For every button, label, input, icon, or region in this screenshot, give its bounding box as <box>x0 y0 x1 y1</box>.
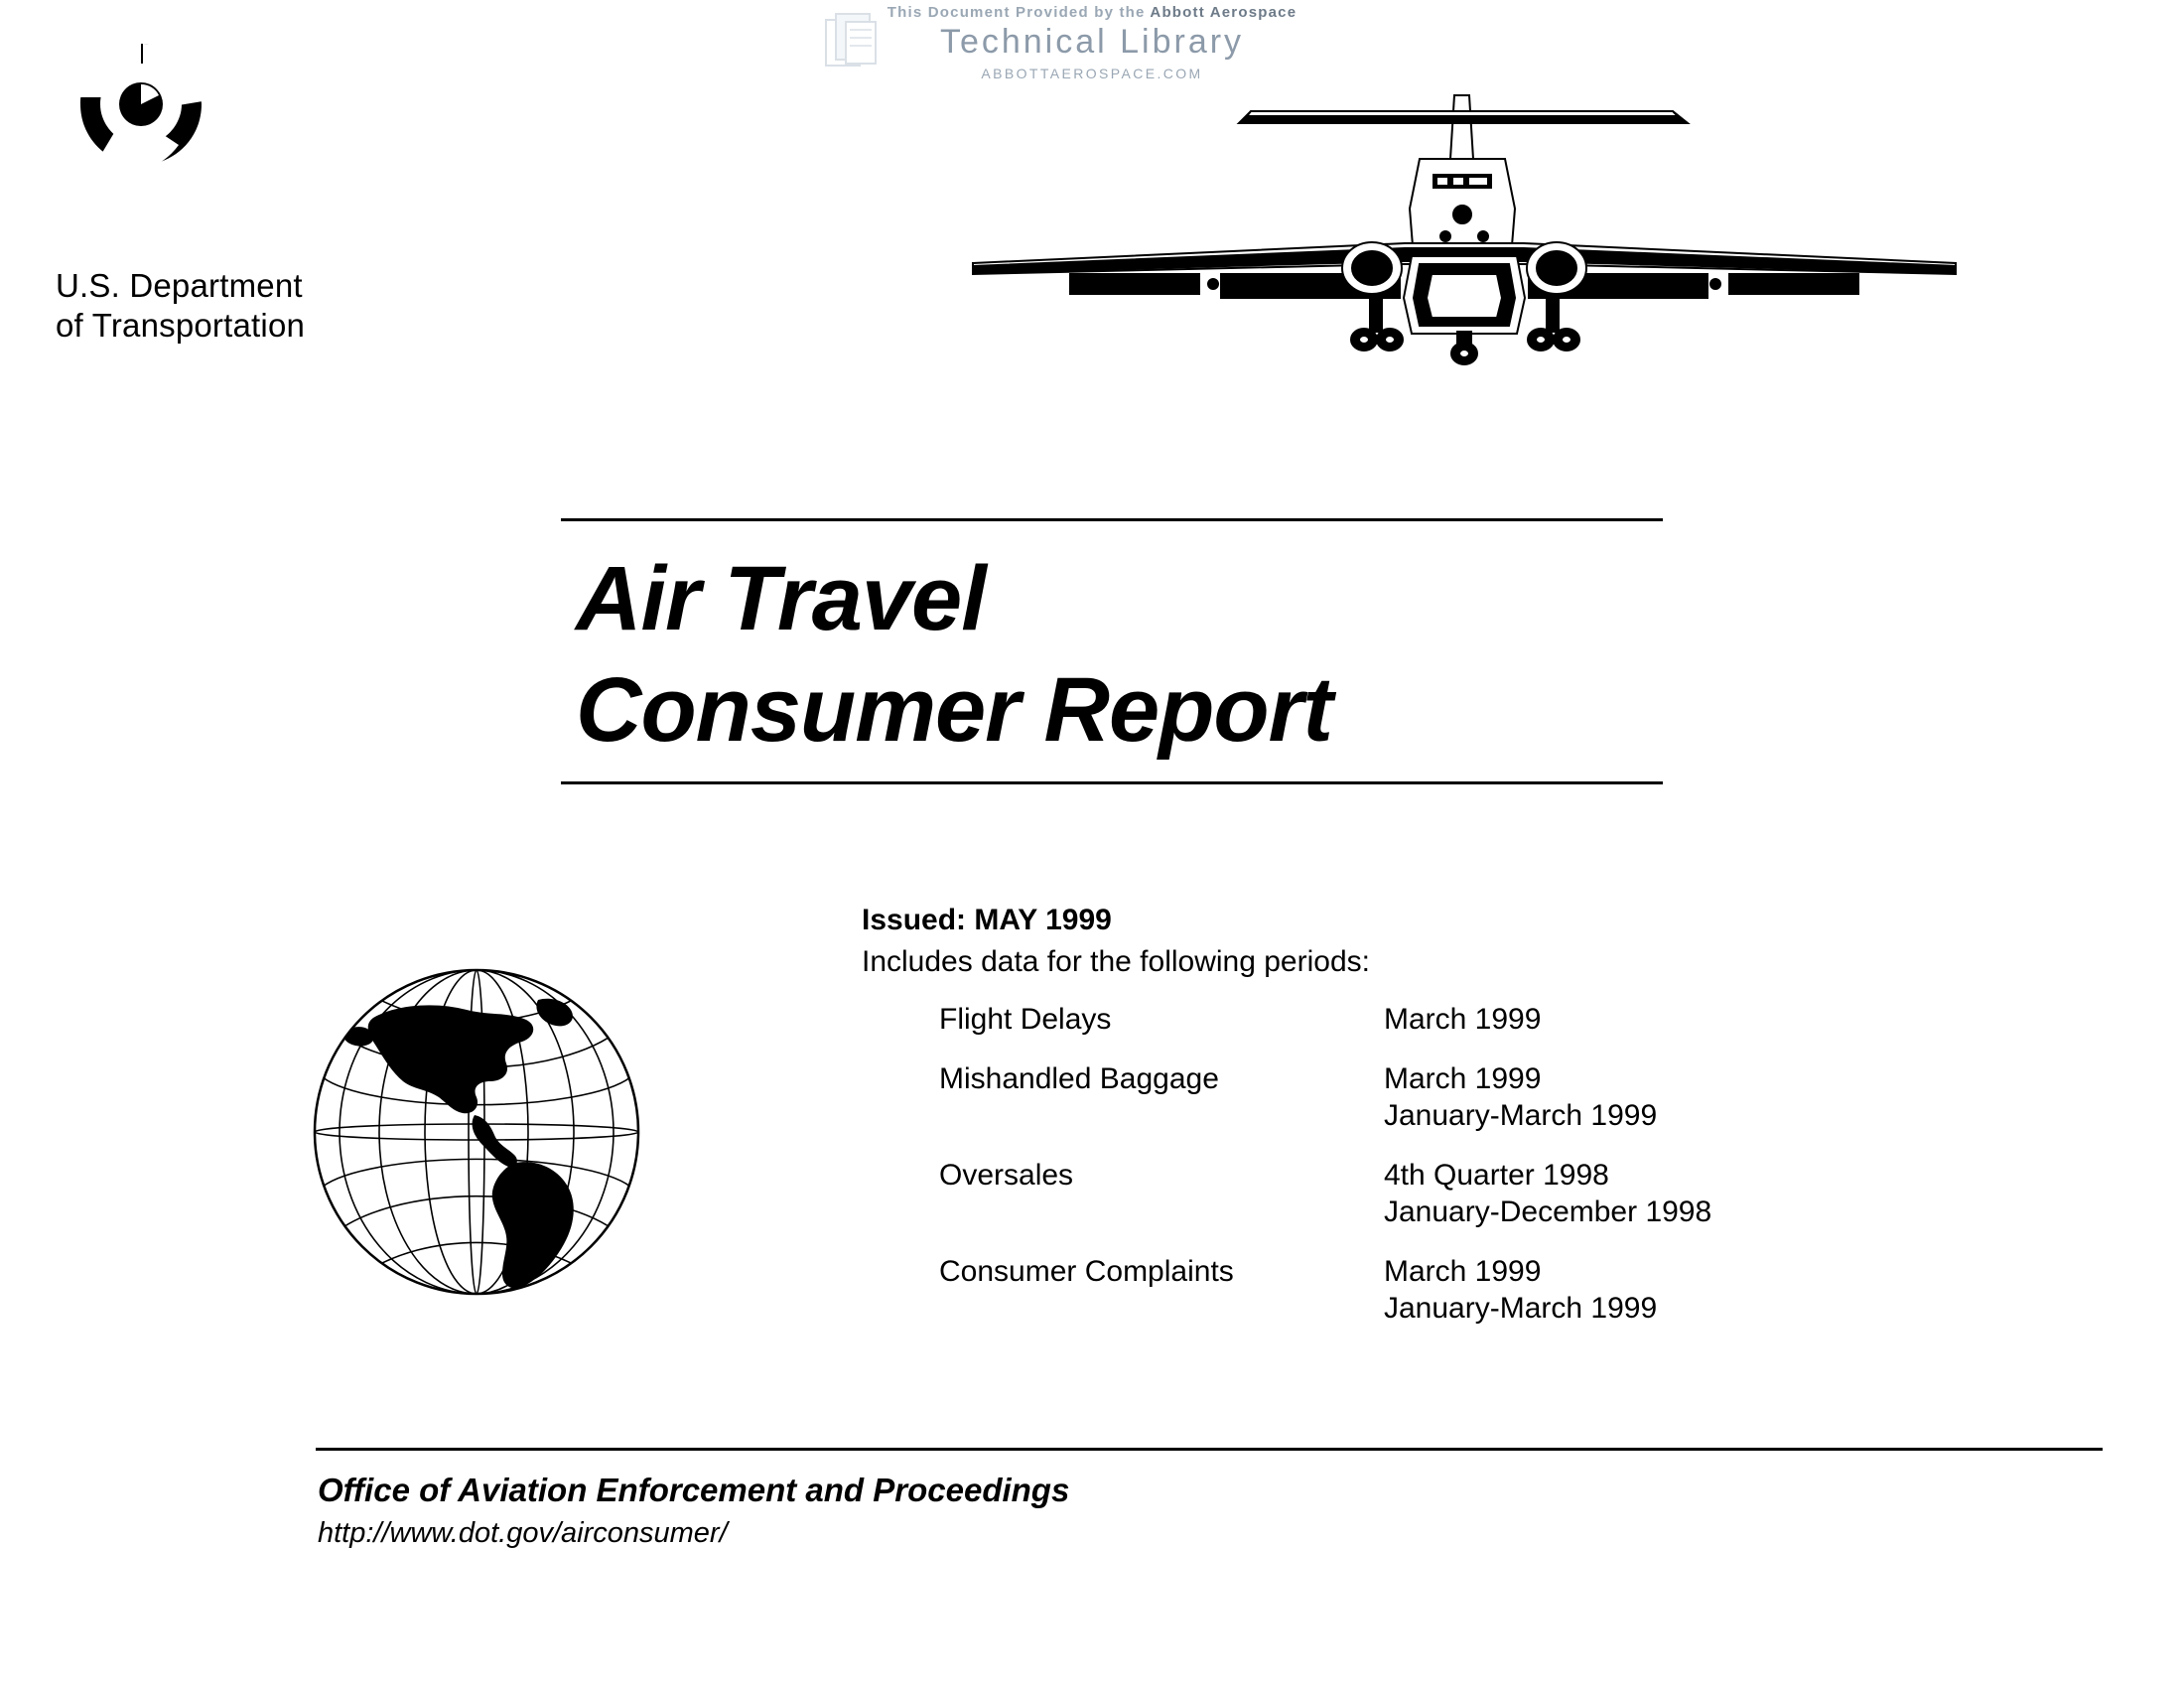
period-value: January-March 1999 <box>1384 1292 1658 1325</box>
period-value: January-December 1998 <box>1384 1196 1712 1228</box>
airplane-illustration <box>953 89 1976 377</box>
watermark-line-1 <box>814 4 1370 21</box>
issued-date: Issued: MAY 1999 <box>862 904 1112 936</box>
period-value: 4th Quarter 1998 <box>1384 1158 1609 1192</box>
watermark-domain: ABBOTTAEROSPACE.COM <box>981 66 1203 81</box>
data-periods-list <box>939 1001 1755 1328</box>
period-value: March 1999 <box>1384 1003 1542 1036</box>
watermark-badge-icon <box>824 12 886 73</box>
agency-line-1: U.S. Department <box>56 267 303 304</box>
list-item <box>939 1001 1755 1039</box>
issued-subtitle: Includes data for the following periods: <box>862 945 1370 978</box>
period-values <box>1384 1253 1657 1328</box>
watermark-provider: Abbott Aerospace <box>1150 4 1297 21</box>
period-value: March 1999 <box>1384 1254 1542 1288</box>
period-category: Mishandled Baggage <box>939 1061 1219 1095</box>
list-item <box>939 1157 1755 1231</box>
title-rule-bottom <box>561 781 1663 784</box>
footer-url[interactable]: http://www.dot.gov/airconsumer/ <box>318 1517 728 1549</box>
period-category: Oversales <box>939 1158 1074 1192</box>
list-item <box>939 1253 1755 1328</box>
globe-illustration <box>278 958 675 1306</box>
footer-divider <box>316 1448 2103 1451</box>
page-title-line-1: Air Travel <box>576 548 986 649</box>
period-category: Consumer Complaints <box>939 1254 1234 1288</box>
agency-name <box>56 266 305 347</box>
period-values <box>1384 1060 1657 1135</box>
issue-info-block <box>862 904 1755 1349</box>
period-category: Flight Delays <box>939 1003 1112 1036</box>
watermark <box>814 0 1370 89</box>
period-values <box>1384 1157 1711 1231</box>
page-title-line-2: Consumer Report <box>576 659 1332 762</box>
page-title <box>561 521 1663 775</box>
issuing-office: Office of Aviation Enforcement and Proceedings <box>318 1472 1070 1508</box>
list-item <box>939 1060 1755 1135</box>
period-value: March 1999 <box>1384 1061 1542 1095</box>
watermark-provided-by: This Document Provided by the <box>887 4 1146 21</box>
dot-triskelion-logo <box>62 40 220 169</box>
report-title-block <box>561 518 1663 784</box>
watermark-library-name: Technical Library <box>939 23 1245 61</box>
agency-line-2: of Transportation <box>56 307 306 345</box>
period-value: January-March 1999 <box>1384 1099 1658 1132</box>
period-values <box>1384 1001 1541 1039</box>
